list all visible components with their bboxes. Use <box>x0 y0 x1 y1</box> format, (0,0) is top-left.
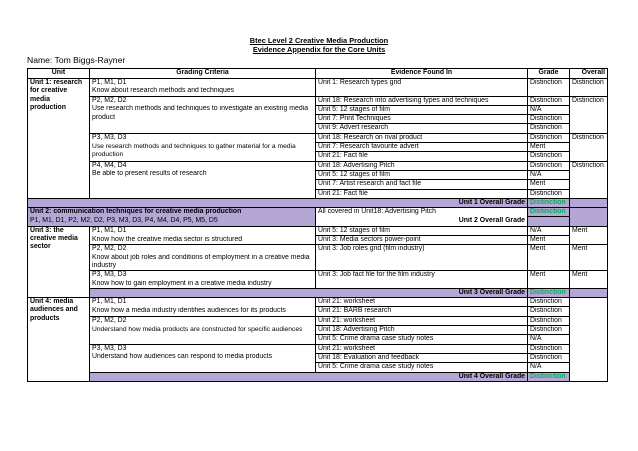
table-row <box>28 161 608 170</box>
table-row <box>28 271 608 280</box>
grade-cell: Merit <box>528 236 570 245</box>
overall-cell: Distinction <box>570 161 608 198</box>
overall-cell: Distinction <box>570 79 608 97</box>
column-header: Grade <box>528 69 570 79</box>
table-row <box>28 353 608 362</box>
column-header: Grading Criteria <box>90 69 316 79</box>
overall-cell: Distinction <box>570 96 608 133</box>
table-row <box>28 208 608 217</box>
criteria-description: Know about job roles and conditions of employment in a creative media industry <box>90 254 316 271</box>
criteria-code: P1, M1, D1 <box>90 79 316 88</box>
name-label: Name: <box>27 55 53 65</box>
criteria-code: P2, M2, D2 <box>90 245 316 254</box>
evidence-cell: Unit 3: Media sectors power-point <box>316 236 528 245</box>
grade-cell: Distinction <box>528 152 570 161</box>
overall-grade-row <box>28 288 608 297</box>
criteria-code: P3, M3, D3 <box>90 133 316 142</box>
table-row <box>28 170 608 179</box>
evidence-cell: Unit 5: Crime drama case study notes <box>316 363 528 372</box>
grade-cell: N/A <box>528 170 570 179</box>
evidence-cell: Unit 18: Advertising Pitch <box>316 161 528 170</box>
evidence-cell: Unit 5: 12 stages of film <box>316 170 528 179</box>
table-row <box>28 217 608 226</box>
criteria-description: Know how to gain employment in a creative media industry <box>90 280 316 289</box>
grade-cell: N/A <box>528 363 570 372</box>
evidence-cell: Unit 21: BARB research <box>316 307 528 316</box>
overall-grade-label: Unit 1 Overall Grade <box>28 198 528 207</box>
overall-grade-row <box>28 198 608 207</box>
overall-cell: Distinction <box>570 133 608 161</box>
grade-cell: Distinction <box>528 316 570 325</box>
criteria-code: P1, M1, D1 <box>90 298 316 307</box>
grade-cell: Distinction <box>528 353 570 362</box>
grade-cell: Distinction <box>528 189 570 198</box>
grade-cell: Distinction <box>528 96 570 105</box>
student-name <box>27 54 125 66</box>
evidence-cell: Unit 18: Research into advertising types and techniques <box>316 96 528 105</box>
criteria-description: Understand how audiences can respond to media products <box>90 353 316 372</box>
evidence-cell: Unit 18: Evaluation and feedback <box>316 353 528 362</box>
document-title: Btec Level 2 Creative Media Production <box>249 36 389 45</box>
grade-cell: Distinction <box>528 298 570 307</box>
overall-grade-label: Unit 2 Overall Grade <box>316 217 528 226</box>
evidence-cell: Unit 5: 12 stages of film <box>316 226 528 235</box>
overall-grade-value: Distinction <box>528 372 570 381</box>
table-row <box>28 79 608 88</box>
overall-cell: Merit <box>570 226 608 245</box>
grade-cell: Distinction <box>528 344 570 353</box>
criteria-code: P3, M3, D3 <box>90 271 316 280</box>
evidence-cell: Unit 5: Crime drama case study notes <box>316 335 528 344</box>
grade-cell: Merit <box>528 143 570 152</box>
overall-grade-label: Unit 4 Overall Grade <box>90 372 528 381</box>
column-header: Unit <box>28 69 90 79</box>
criteria-description: Use research methods and techniques to gather material for a media production <box>90 143 316 162</box>
grade-cell: Merit <box>528 180 570 189</box>
table-row <box>28 143 608 152</box>
table-row <box>28 133 608 142</box>
table-row <box>28 326 608 335</box>
criteria-description: Know how the creative media sector is structured <box>90 236 316 245</box>
grade-cell: Distinction <box>528 115 570 124</box>
evidence-cell: Unit 21: worksheet <box>316 298 528 307</box>
evidence-cell: Unit 7: Artist research and fact file <box>316 180 528 189</box>
criteria-code: P4, M4, D4 <box>90 161 316 170</box>
evidence-cell: Unit 9: Advert research <box>316 124 528 133</box>
table-row <box>28 245 608 254</box>
unit-title: Unit 1: research for creative media production <box>28 79 90 199</box>
criteria-code: P3, M3, D3 <box>90 344 316 353</box>
evidence-cell: Unit 21: Fact file <box>316 189 528 198</box>
table-row <box>28 96 608 105</box>
table-header-row <box>28 69 608 79</box>
grade-cell: Distinction <box>528 124 570 133</box>
table-row <box>28 226 608 235</box>
overall-grade-row <box>28 372 608 381</box>
overall-grade-value: Distinction <box>528 288 570 297</box>
overall-grade-value: Distinction <box>528 208 570 217</box>
overall-grade-label: Unit 3 Overall Grade <box>90 288 528 297</box>
grade-cell: N/A <box>528 335 570 344</box>
grade-cell: Distinction <box>528 79 570 97</box>
table-row <box>28 105 608 114</box>
table-row <box>28 236 608 245</box>
evidence-cell: Unit 3: Job roles grid (film industry) <box>316 245 528 271</box>
grade-cell: Merit <box>528 245 570 271</box>
unit-title: Unit 2: communication techniques for creative media production <box>28 208 316 217</box>
criteria-description: Be able to present results of research <box>90 170 316 198</box>
grade-cell: Distinction <box>528 161 570 170</box>
evidence-cell: Unit 21: worksheet <box>316 316 528 325</box>
criteria-code: P2, M2, D2 <box>90 316 316 325</box>
unit-title: Unit 3: the creative media sector <box>28 226 90 297</box>
criteria-description: Use research methods and techniques to investigate an existing media product <box>90 105 316 133</box>
evidence-cell: Unit 18: Advertising Pitch <box>316 326 528 335</box>
overall-grade-value: Distinction <box>528 198 570 207</box>
criteria-description: Know how a media industry identifies audiences for its products <box>90 307 316 316</box>
table-row <box>28 344 608 353</box>
criteria-description: Know about research methods and techniques <box>90 87 316 96</box>
document-subtitle: Evidence Appendix for the Core Units <box>252 45 386 54</box>
column-header: Evidence Found In <box>316 69 528 79</box>
grade-cell: N/A <box>528 226 570 235</box>
evidence-cell: Unit 21: Fact file <box>316 152 528 161</box>
evidence-cell: Unit 1: Research types grid <box>316 79 528 97</box>
criteria-code: P1, M1, D1, P2, M2, D2, P3, M3, D3, P4, M4, D4, P5, M5, D5 <box>28 217 316 226</box>
grade-cell: Distinction <box>528 326 570 335</box>
overall-cell: Merit <box>570 245 608 271</box>
grade-cell: N/A <box>528 105 570 114</box>
evidence-cell: Unit 7: Research favourite advert <box>316 143 528 152</box>
grade-cell: Distinction <box>528 307 570 316</box>
criteria-code: P2, M2, D2 <box>90 96 316 105</box>
criteria-code: P1, M1, D1 <box>90 226 316 235</box>
criteria-description: Understand how media products are constructed for specific audiences <box>90 326 316 345</box>
table-row <box>28 316 608 325</box>
name-value: Tom Biggs-Rayner <box>54 55 126 65</box>
table-row <box>28 298 608 307</box>
evidence-cell: Unit 7: Print Techniques <box>316 115 528 124</box>
evidence-cell: Unit 21: worksheet <box>316 344 528 353</box>
evidence-cell: Unit 3: Job fact file for the film industry <box>316 271 528 289</box>
evidence-cell: Unit 18: Research on rival product <box>316 133 528 142</box>
grade-cell: Merit <box>528 271 570 289</box>
column-header: Overall <box>570 69 608 79</box>
evidence-cell: All covered in Unit18: Advertising Pitch <box>316 208 528 217</box>
overall-cell: Merit <box>570 271 608 289</box>
unit-title: Unit 4: media audiences and products <box>28 298 90 382</box>
evidence-table <box>27 68 608 382</box>
grade-cell: Distinction <box>528 133 570 142</box>
evidence-cell: Unit 5: 12 stages of film <box>316 105 528 114</box>
